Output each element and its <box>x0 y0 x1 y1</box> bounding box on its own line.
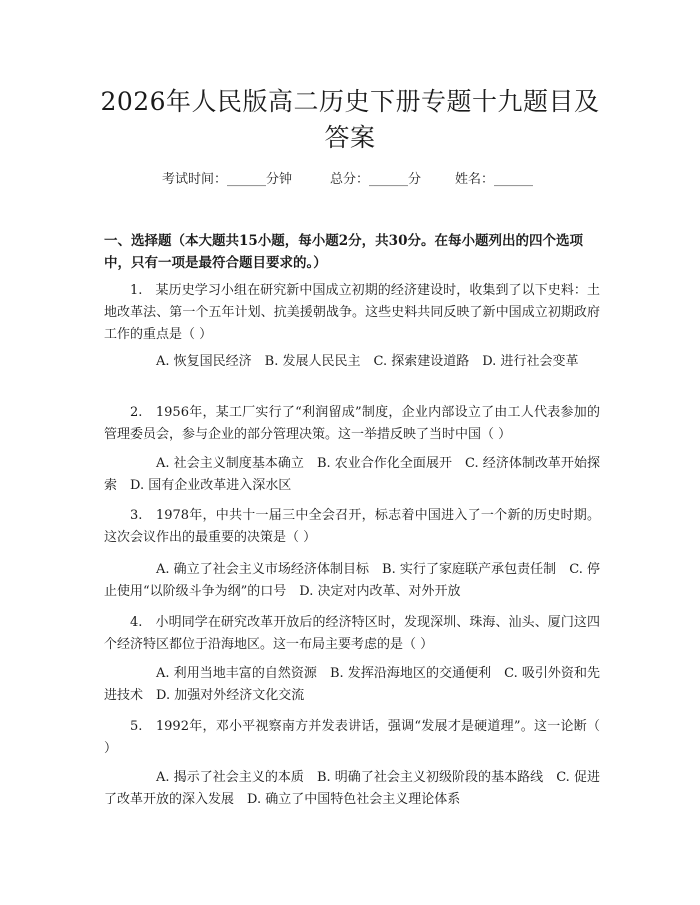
exam-time-field: 考试时间：______分钟 <box>162 172 293 187</box>
question-5-options: A. 揭示了社会主义的本质 B. 明确了社会主义初级阶段的基本路线 C. 促进了改革开放的深入发展 D. 确立了中国特色社会主义理论体系 <box>104 770 600 807</box>
total-score-field: 总分：______分 <box>330 172 422 187</box>
question-5-stem: 5. 1992年，邓小平视察南方并发表讲话，强调“发展才是硬道理”。这一论断（ ） <box>104 719 600 756</box>
exam-title-line-1: 2026年人民版高二历史下册专题十九题目及 <box>100 87 600 116</box>
question-2-stem: 2. 1956年，某工厂实行了“利润留成”制度，企业内部设立了由工人代表参加的管理委员会，参与企业的部分管理决策。这一举措反映了当时中国（ ） <box>104 405 600 442</box>
question-2-options: A. 社会主义制度基本确立 B. 农业合作化全面展开 C. 经济体制改革开始探索 D. 国有企业改革进入深水区 <box>104 456 600 493</box>
section-heading: 一、选择题（本大题共15小题，每小题2分，共30分。在每小题列出的四个选项中，只有一项是最符合题目要求的。） <box>104 233 583 271</box>
question-3-stem: 3. 1978年，中共十一届三中全会召开，标志着中国进入了一个新的历史时期。这次会议作出的最重要的决策是（ ） <box>104 508 600 545</box>
question-3-options: A. 确立了社会主义市场经济体制目标 B. 实行了家庭联产承包责任制 C. 停止使用“以阶级斗争为纲”的口号 D. 决定对内改革、对外开放 <box>104 562 600 599</box>
question-1-options: A. 恢复国民经济 B. 发展人民民主 C. 探索建设道路 D. 进行社会变革 <box>156 354 579 369</box>
exam-meta <box>0 168 700 188</box>
exam-title <box>60 84 640 156</box>
question-4-stem: 4. 小明同学在研究改革开放后的经济特区时，发现深圳、珠海、汕头、厦门这四个经济特区都位于沿海地区。这一布局主要考虑的是（ ） <box>104 615 600 652</box>
question-4-options: A. 利用当地丰富的自然资源 B. 发挥沿海地区的交通便利 C. 吸引外资和先进技术 D. 加强对外经济文化交流 <box>104 666 600 703</box>
exam-title-line-2: 答案 <box>324 123 376 152</box>
question-1-stem: 1. 某历史学习小组在研究新中国成立初期的经济建设时，收集到了以下史料：土地改革法、第一个五年计划、抗美援朝战争。这些史料共同反映了新中国成立初期政府工作的重点是（ ） <box>104 283 600 342</box>
student-name-field: 姓名：______ <box>455 172 534 187</box>
